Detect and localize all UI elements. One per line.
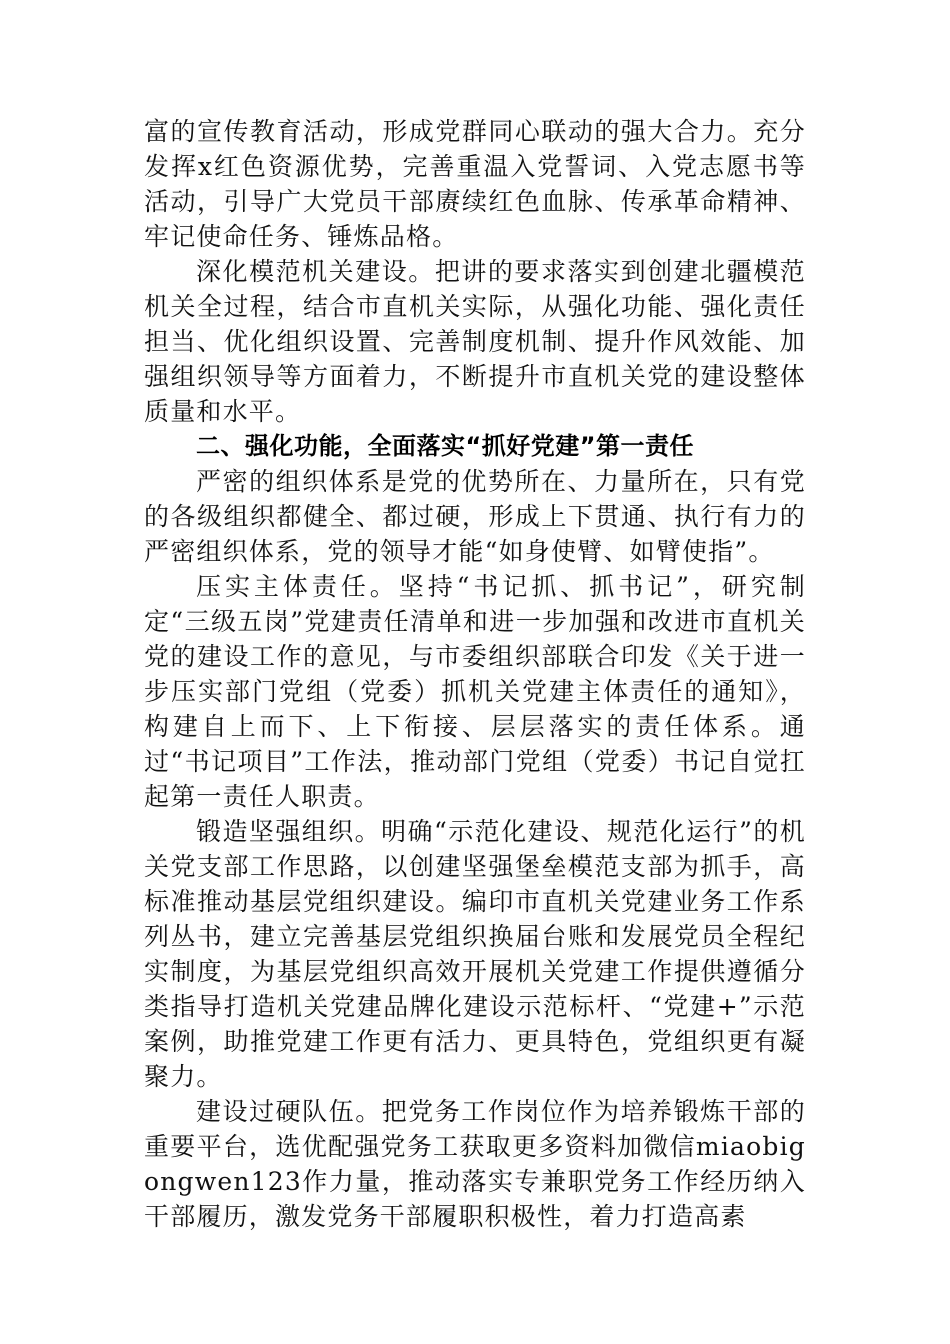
- paragraph-continued: 富的宣传教育活动，形成党群同心联动的强大合力。充分发挥x红色资源优势，完善重温入党誓词、入党志愿书等活动，引导广大党员干部赓续红色血脉、传承革命精神、牢记使命任务、锤炼品格。: [144, 117, 806, 251]
- paragraph-organization-system: 严密的组织体系是党的优势所在、力量所在，只有党的各级组织都健全、都过硬，形成上下贯通、执行有力的严密组织体系，党的领导才能“如身使臂、如臂使指”。: [144, 467, 806, 566]
- paragraph-model-organ: 深化模范机关建设。把讲的要求落实到创建北疆模范机关全过程，结合市直机关实际，从强化功能、强化责任担当、优化组织设置、完善制度机制、提升作风效能、加强组织领导等方面着力，不断提升市直机关党的建设整体质量和水平。: [144, 257, 806, 426]
- document-body: [144, 114, 806, 1234]
- section-heading: 二、强化功能，全面落实“抓好党建”第一责任: [196, 432, 695, 460]
- paragraph-team-building: 建设过硬队伍。把党务工作岗位作为培养锻炼干部的重要平台，选优配强党务工获取更多资料加微信miaobigongwen123作力量，推动落实专兼职党务工作经历纳入干部履历，激发党务干部履职积极性，着力打造高素: [144, 1097, 806, 1231]
- paragraph-main-responsibility: 压实主体责任。坚持“书记抓、抓书记”，研究制定“三级五岗”党建责任清单和进一步加强和改进市直机关党的建设工作的意见，与市委组织部联合印发《关于进一步压实部门党组（党委）抓机关党建主体责任的通知》，构建自上而下、上下衔接、层层落实的责任体系。通过“书记项目”工作法，推动部门党组（党委）书记自觉扛起第一责任人职责。: [144, 572, 806, 811]
- paragraph-strong-organization: 锻造坚强组织。明确“示范化建设、规范化运行”的机关党支部工作思路，以创建坚强堡垒模范支部为抓手，高标准推动基层党组织建设。编印市直机关党建业务工作系列丛书，建立完善基层党组织换届台账和发展党员全程纪实制度，为基层党组织高效开展机关党建工作提供遵循分类指导打造机关党建品牌化建设示范标杆、“党建+”示范案例，助推党建工作更有活力、更具特色，党组织更有凝聚力。: [144, 817, 806, 1091]
